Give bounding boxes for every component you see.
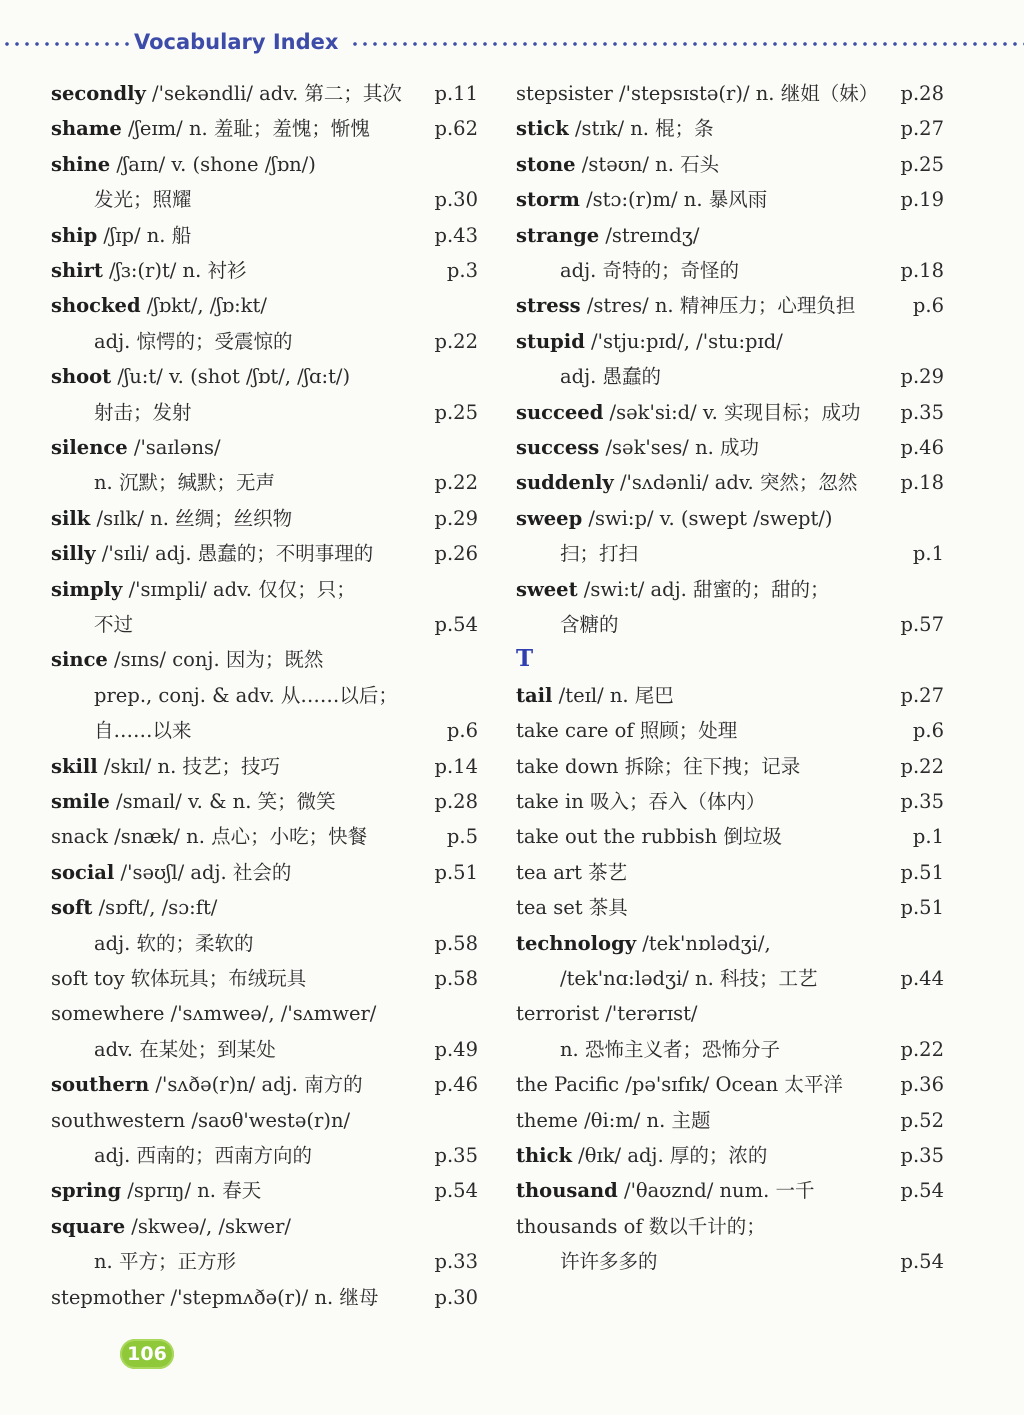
- vocab-entry-line: [0, 678, 1024, 713]
- entry-definition: /stres/ n. 精神压力；心理负担: [580, 294, 856, 318]
- entry-text: [516, 1103, 711, 1138]
- entry-definition: theme /θi:m/ n. 主题: [516, 1108, 711, 1132]
- entry-text: [516, 395, 861, 430]
- entry-definition: /ʃɒkt/, /ʃɒ:kt/: [140, 294, 267, 318]
- entry-text: [516, 288, 855, 323]
- entry-definition: adj. 奇特的；奇怪的: [560, 259, 740, 282]
- entry-text: [560, 253, 739, 288]
- page-header: [0, 28, 1024, 62]
- headword: shirt: [51, 259, 103, 282]
- page-reference: p.25: [900, 152, 944, 176]
- page-reference: p.35: [900, 400, 944, 424]
- page-reference: p.27: [900, 117, 944, 141]
- entry-text: [560, 359, 661, 394]
- headword: southern: [51, 1073, 150, 1097]
- headword: social: [51, 860, 115, 884]
- vocab-entry-line: [0, 430, 1024, 465]
- entry-definition: 发光；照耀: [94, 188, 192, 212]
- page-reference: p.36: [900, 1073, 944, 1097]
- vocab-entry-line: [0, 890, 1024, 925]
- entry-definition: snack /snæk/ n. 点心；小吃；快餐: [51, 825, 368, 849]
- page-reference: p.54: [434, 613, 478, 636]
- entry-definition: 含糖的: [560, 613, 619, 636]
- entry-definition: /ʃɜ:(r)t/ n. 衬衫: [102, 259, 247, 282]
- headword: silly: [51, 542, 96, 566]
- entry-definition: take in 吸入；吞入（体内）: [516, 790, 766, 813]
- page-reference: p.18: [900, 259, 944, 282]
- entry-definition: /skɪl/ n. 技艺；技巧: [97, 754, 281, 778]
- page-reference: p.22: [900, 1037, 944, 1061]
- page-reference: p.18: [900, 471, 944, 495]
- entry-text: [516, 572, 830, 607]
- entry-definition: /'saɪləns/: [127, 436, 221, 459]
- entry-definition: adj. 惊愕的；受震惊的: [94, 329, 293, 353]
- page-reference: p.54: [434, 1179, 478, 1203]
- entry-text: [516, 784, 766, 819]
- vocab-entry-line: [0, 76, 1024, 111]
- entry-definition: thousands of 数以千计的；: [516, 1214, 766, 1238]
- entry-text: [516, 996, 698, 1031]
- vocab-entry-line: [0, 642, 1024, 677]
- entry-text: [51, 1280, 378, 1315]
- entry-definition: /teɪl/ n. 尾巴: [552, 683, 674, 707]
- page-reference: p.62: [434, 117, 478, 141]
- vocab-entry-line: [0, 501, 1024, 536]
- entry-definition: tea set 茶具: [516, 896, 628, 920]
- vocab-entry-line: [0, 1138, 1024, 1173]
- entry-text: [560, 607, 619, 642]
- entry-text: [516, 76, 878, 111]
- page-reference: p.30: [434, 1285, 478, 1309]
- entry-definition: /'stju:pɪd/, /'stu:pɪd/: [584, 329, 783, 353]
- entry-text: [516, 1173, 814, 1208]
- headword: tail: [516, 683, 553, 707]
- headword: sweep: [516, 506, 583, 530]
- page-reference: p.6: [912, 294, 944, 318]
- headword: silence: [51, 436, 128, 459]
- page-reference: p.35: [434, 1144, 478, 1167]
- entry-definition: /'θaʊznd/ num. 一千: [617, 1179, 815, 1203]
- headword: square: [51, 1214, 126, 1238]
- vocab-entry-line: [0, 147, 1024, 182]
- entry-text: [516, 218, 699, 253]
- page-reference: p.43: [434, 223, 478, 247]
- entry-definition: n. 恐怖主义者；恐怖分子: [560, 1037, 780, 1061]
- entry-text: [516, 819, 782, 854]
- vocab-entry-line: [0, 288, 1024, 323]
- entry-definition: 扫；打扫: [560, 542, 639, 566]
- headword: stupid: [516, 329, 585, 353]
- headword: smile: [51, 790, 110, 813]
- headword: secondly: [51, 82, 146, 105]
- headword: success: [516, 436, 600, 459]
- vocab-entry-line: [0, 1067, 1024, 1102]
- header-dotted-rule-left: [2, 42, 130, 46]
- entry-definition: adj. 愚蠢的: [560, 365, 662, 389]
- vocab-entry-line: [0, 218, 1024, 253]
- vocab-entry-line: [0, 784, 1024, 819]
- headword: strange: [516, 223, 600, 247]
- entry-definition: /sɪlk/ n. 丝绸；丝织物: [90, 506, 293, 530]
- entry-text: [516, 855, 627, 890]
- entry-definition: take down 拆除；往下拽；记录: [516, 754, 801, 778]
- headword: stress: [516, 294, 581, 318]
- entry-text: [516, 324, 783, 359]
- entry-definition: /stɔ:(r)m/ n. 暴风雨: [579, 188, 768, 212]
- vocab-entry-line: [0, 1032, 1024, 1067]
- entry-definition: /sprɪŋ/ n. 春天: [121, 1179, 262, 1203]
- entry-definition: n. 沉默；缄默；无声: [94, 471, 275, 495]
- headword: ship: [51, 223, 98, 247]
- entry-definition: /ʃu:t/ v. (shot /ʃɒt/, /ʃɑ:t/): [111, 365, 351, 389]
- headword: soft: [51, 896, 93, 920]
- entry-definition: /ʃɪp/ n. 船: [97, 223, 192, 247]
- vocab-entry-line: [0, 1244, 1024, 1279]
- page-reference: p.14: [434, 754, 478, 778]
- entry-definition: /'sʌdənli/ adv. 突然；忽然: [613, 471, 858, 495]
- entry-definition: /θɪk/ adj. 厚的；浓的: [571, 1144, 768, 1167]
- page-reference: p.35: [900, 790, 944, 813]
- vocab-entry-line: [0, 395, 1024, 430]
- entry-definition: tea art 茶艺: [516, 860, 628, 884]
- headword: shame: [51, 117, 122, 141]
- vocab-entry-line: [0, 572, 1024, 607]
- page-reference: p.19: [900, 188, 944, 212]
- page-reference: p.11: [434, 82, 478, 105]
- entry-definition: the Pacific /pə'sɪfɪk/ Ocean 太平洋: [516, 1073, 843, 1097]
- headword: sweet: [516, 577, 578, 601]
- page-reference: p.35: [900, 1144, 944, 1167]
- page-title: Vocabulary Index: [134, 30, 339, 54]
- page-reference: p.22: [900, 754, 944, 778]
- page-reference: p.26: [434, 542, 478, 566]
- headword: silk: [51, 506, 91, 530]
- entry-text: [516, 501, 833, 536]
- headword: shoot: [51, 365, 112, 389]
- entry-definition: /smaɪl/ v. & n. 笑；微笑: [109, 790, 336, 813]
- entry-text: [560, 1244, 658, 1279]
- vocab-entry-line: [0, 1209, 1024, 1244]
- page-reference: p.28: [434, 790, 478, 813]
- headword: thousand: [516, 1179, 618, 1203]
- entry-definition: /ʃeɪm/ n. 羞耻；羞愧；惭愧: [121, 117, 370, 141]
- headword: technology: [516, 931, 637, 955]
- header-dotted-rule-right: [350, 42, 1024, 46]
- vocab-entry-line: [0, 536, 1024, 571]
- page-reference: p.52: [900, 1108, 944, 1132]
- entry-definition: n. 平方；正方形: [94, 1250, 236, 1274]
- headword: stick: [516, 117, 569, 141]
- entry-text: [516, 430, 759, 465]
- vocab-entry-line: [0, 607, 1024, 642]
- entry-definition: adv. 在某处；到某处: [94, 1037, 276, 1061]
- entry-definition: /'sɪmpli/ adv. 仅仅；只；: [122, 577, 356, 601]
- vocab-entry-line: [0, 182, 1024, 217]
- entry-text: [516, 1067, 843, 1102]
- entry-definition: stepmother /'stepmʌðə(r)/ n. 继母: [51, 1285, 379, 1309]
- page-reference: p.6: [912, 719, 944, 743]
- headword: spring: [51, 1179, 122, 1203]
- headword: since: [51, 648, 108, 672]
- entry-definition: take care of 照顾；处理: [516, 719, 738, 743]
- page-reference: p.29: [434, 506, 478, 530]
- entry-text: [516, 1138, 767, 1173]
- vocab-entry-line: [0, 1103, 1024, 1138]
- vocab-entry-line: [0, 111, 1024, 146]
- page-reference: p.25: [434, 400, 478, 424]
- entry-definition: adj. 西南的；西南方向的: [94, 1144, 313, 1167]
- entry-definition: terrorist /'terərɪst/: [516, 1002, 698, 1026]
- entry-definition: /ʃaɪn/ v. (shone /ʃɒn/): [110, 152, 316, 176]
- entry-definition: 自……以来: [94, 719, 192, 743]
- entry-definition: /streɪndʒ/: [599, 223, 700, 247]
- entry-definition: somewhere /'sʌmweə/, /'sʌmwer/: [51, 1002, 377, 1026]
- entry-definition: /skweə/, /skwer/: [125, 1214, 291, 1238]
- vocab-entry-line: [0, 359, 1024, 394]
- entry-definition: /'sekəndli/ adv. 第二；其次: [145, 82, 402, 105]
- page-reference: p.46: [434, 1073, 478, 1097]
- entry-definition: 射击；发射: [94, 400, 192, 424]
- entry-text: [516, 749, 800, 784]
- vocab-entry-line: [0, 749, 1024, 784]
- entry-definition: /sək'ses/ n. 成功: [599, 436, 760, 459]
- entry-definition: take out the rubbish 倒垃圾: [516, 825, 782, 849]
- headword: simply: [51, 577, 123, 601]
- entry-text: [516, 926, 771, 961]
- page-number-badge: 106: [120, 1339, 174, 1369]
- entry-definition: /swi:t/ adj. 甜蜜的；甜的；: [577, 577, 830, 601]
- vocab-entry-line: [0, 855, 1024, 890]
- entry-text: [516, 1209, 766, 1244]
- entry-definition: /tek'nɒlədʒi/,: [636, 931, 771, 955]
- entry-definition: /sək'si:d/ v. 实现目标；成功: [603, 400, 861, 424]
- entry-definition: /sɪns/ conj. 因为；既然: [107, 648, 324, 672]
- vocab-entry-line: [0, 713, 1024, 748]
- page-reference: p.49: [434, 1037, 478, 1061]
- entry-text: [560, 961, 817, 996]
- entry-text: [516, 111, 714, 146]
- vocab-entry-line: [0, 996, 1024, 1031]
- page-reference: p.51: [900, 860, 944, 884]
- entry-definition: 不过: [94, 613, 134, 636]
- page-reference: p.27: [900, 683, 944, 707]
- entry-definition: /stəʊn/ n. 石头: [575, 152, 720, 176]
- vocab-entry-line: [0, 819, 1024, 854]
- entry-definition: /'səʊʃl/ adj. 社会的: [114, 860, 292, 884]
- entry-definition: /swi:p/ v. (swept /swept/): [582, 506, 833, 530]
- page-reference: p.28: [900, 82, 944, 105]
- vocab-entry-line: [0, 465, 1024, 500]
- page-reference: p.29: [900, 365, 944, 389]
- entry-definition: /stɪk/ n. 棍；条: [568, 117, 714, 141]
- entry-text: [516, 678, 674, 713]
- entry-definition: /'sʌðə(r)n/ adj. 南方的: [149, 1073, 363, 1097]
- page-reference: p.46: [900, 436, 944, 459]
- entry-text: [516, 465, 857, 500]
- page-reference: p.54: [900, 1250, 944, 1274]
- section-letter: T: [516, 645, 534, 673]
- page-reference: p.58: [434, 967, 478, 990]
- vocab-entry-line: [0, 324, 1024, 359]
- entry-text: [516, 147, 719, 182]
- page-reference: p.58: [434, 931, 478, 955]
- headword: suddenly: [516, 471, 614, 495]
- entry-text: [516, 182, 767, 217]
- entry-definition: prep., conj. & adv. 从……以后；: [94, 683, 398, 707]
- headword: thick: [516, 1144, 572, 1167]
- vocab-entry-line: [0, 253, 1024, 288]
- headword: storm: [516, 188, 580, 212]
- page-reference: p.22: [434, 471, 478, 495]
- page-reference: p.1: [912, 825, 944, 849]
- entry-text: [51, 642, 323, 677]
- entry-text: [516, 713, 737, 748]
- vocab-entry-line: [0, 1280, 1024, 1315]
- page-reference: p.57: [900, 613, 944, 636]
- entry-definition: southwestern /saʊθ'westə(r)n/: [51, 1108, 351, 1132]
- entry-text: [516, 890, 628, 925]
- vocab-entry-line: [0, 1173, 1024, 1208]
- entry-definition: adj. 软的；柔软的: [94, 931, 254, 955]
- page-reference: p.44: [900, 967, 944, 990]
- page-reference: p.1: [912, 542, 944, 566]
- page-reference: p.22: [434, 329, 478, 353]
- entry-definition: soft toy 软体玩具；布绒玩具: [51, 967, 307, 990]
- vocab-entry-line: [0, 961, 1024, 996]
- entry-text: [560, 536, 638, 571]
- headword: succeed: [516, 400, 604, 424]
- entry-definition: /tek'nɑ:lədʒi/ n. 科技；工艺: [560, 967, 818, 990]
- entry-definition: 许许多多的: [560, 1250, 658, 1274]
- page-reference: p.51: [900, 896, 944, 920]
- entry-definition: stepsister /'stepsɪstə(r)/ n. 继姐（妹）: [516, 82, 879, 105]
- headword: shine: [51, 152, 111, 176]
- entry-definition: /sɒft/, /sɔ:ft/: [92, 896, 218, 920]
- headword: shocked: [51, 294, 141, 318]
- page-reference: p.3: [446, 259, 478, 282]
- page-reference: p.30: [434, 188, 478, 212]
- headword: skill: [51, 754, 98, 778]
- page-reference: p.54: [900, 1179, 944, 1203]
- entry-text: [560, 1032, 780, 1067]
- headword: stone: [516, 152, 576, 176]
- page-reference: p.5: [446, 825, 478, 849]
- page-reference: p.51: [434, 860, 478, 884]
- entry-definition: /'sɪli/ adj. 愚蠢的；不明事理的: [95, 542, 374, 566]
- page-reference: p.33: [434, 1250, 478, 1274]
- page-reference: p.6: [446, 719, 478, 743]
- vocab-entry-line: [0, 926, 1024, 961]
